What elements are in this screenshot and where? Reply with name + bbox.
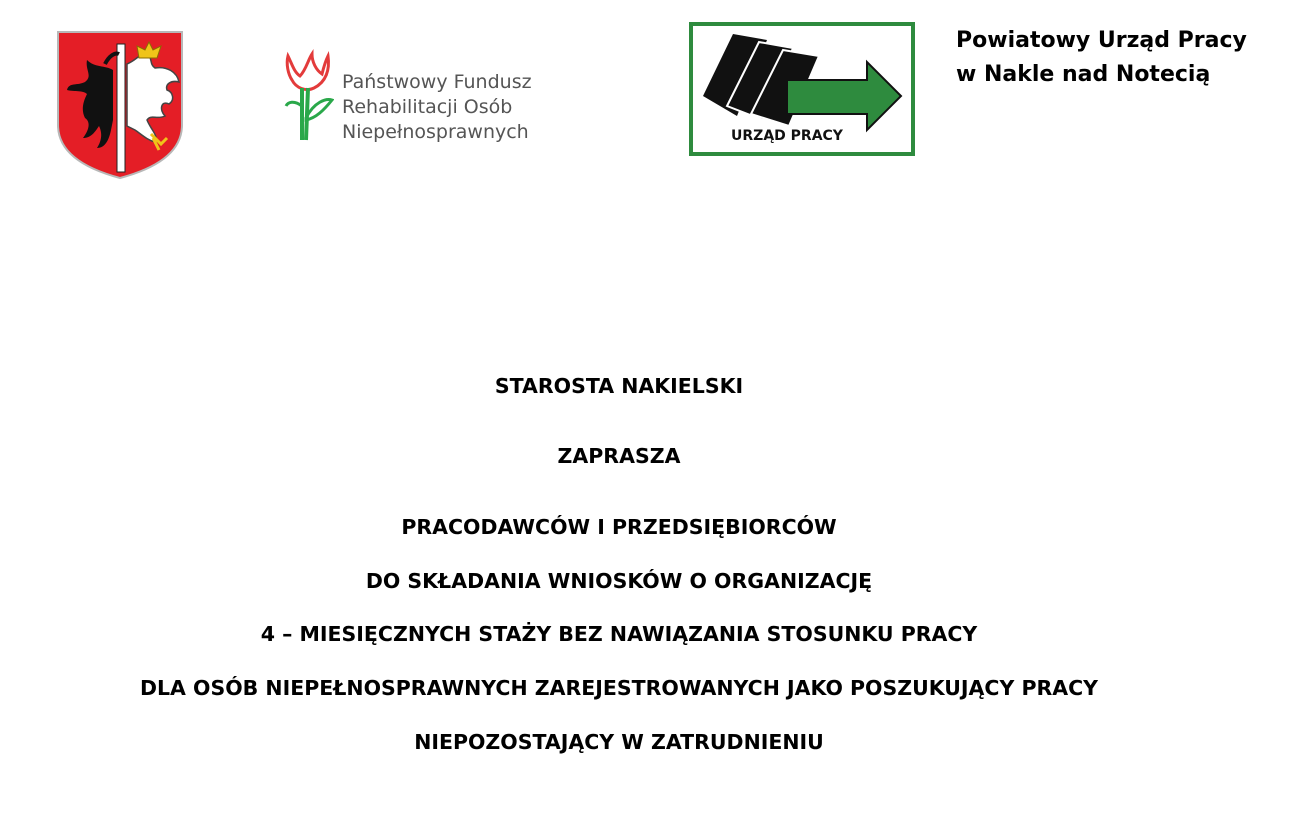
urzad-pracy-logo-text: URZĄD PRACY bbox=[731, 128, 843, 144]
pfron-line-3: Niepełnosprawnych bbox=[342, 121, 529, 143]
announcement-line-7: NIEPOZOSTAJĄCY W ZATRUDNIENIU bbox=[414, 730, 824, 754]
pfron-line-2: Rehabilitacji Osób bbox=[342, 96, 513, 118]
announcement-line-3: PRACODAWCÓW I PRZEDSIĘBIORCÓW bbox=[401, 515, 837, 539]
pfron-name bbox=[342, 70, 532, 145]
tulip-logo-icon bbox=[282, 48, 334, 148]
announcement-line-4: DO SKŁADANIA WNIOSKÓW O ORGANIZACJĘ bbox=[365, 569, 873, 593]
document-header bbox=[0, 0, 1295, 200]
announcement-line-1: STAROSTA NAKIELSKI bbox=[494, 374, 744, 398]
pfron-line-1: Państwowy Fundusz bbox=[342, 71, 532, 93]
office-line-2: w Nakle nad Notecią bbox=[956, 62, 1211, 87]
office-line-1: Powiatowy Urząd Pracy bbox=[956, 28, 1247, 53]
announcement-line-5: 4 – MIESIĘCZNYCH STAŻY BEZ NAWIĄZANIA STOSUNKU PRACY bbox=[260, 622, 978, 646]
coat-of-arms-icon bbox=[55, 30, 185, 180]
announcement-line-6: DLA OSÓB NIEPEŁNOSPRAWNYCH ZAREJESTROWANYCH JAKO POSZUKUJĄCY PRACY bbox=[139, 676, 1099, 700]
announcement-line-2: ZAPRASZA bbox=[557, 444, 681, 468]
office-name bbox=[956, 24, 1247, 92]
pfron-logo bbox=[282, 48, 552, 148]
urzad-pracy-logo-icon bbox=[689, 22, 915, 156]
